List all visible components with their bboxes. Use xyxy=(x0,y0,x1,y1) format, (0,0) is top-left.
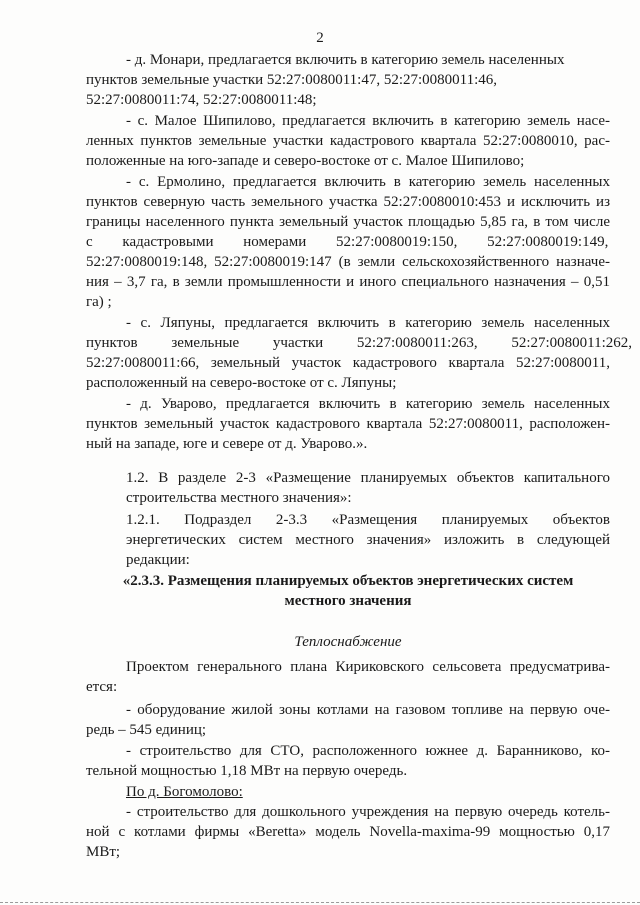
text-line: редь – 545 единиц; xyxy=(86,722,207,738)
text-line: ленных пунктов земельные участки кадастрового квартала 52:27:0080010, рас- xyxy=(86,133,610,149)
text-line: пунктов северную часть земельного участка 52:27:0080010:453 и исключить из xyxy=(86,194,610,210)
text-line: ный на западе, юге и севере от д. Уварово.». xyxy=(86,436,368,452)
text-line: 52:27:0080011:66, земельный участок кадастрового квартала 52:27:0080011, xyxy=(86,355,610,371)
text-line: - д. Монари, предлагается включить в категорию земель населенных xyxy=(126,52,565,68)
text-line: энергетических систем местного значения» изложить в следующей xyxy=(126,532,610,548)
text-line: ной с котлами фирмы «Beretta» модель Novella-maxima-99 мощностью 0,17 xyxy=(86,824,610,840)
text-line: редакции: xyxy=(126,552,190,568)
text-line: строительства местного значения»: xyxy=(126,490,352,506)
text-line: 1.2. В разделе 2-3 «Размещение планируемых объектов капитального xyxy=(126,470,610,486)
text-line: 52:27:0080011:74, 52:27:0080011:48; xyxy=(86,92,317,108)
section-heading: «2.3.3. Размещения планируемых объектов энергетических систем xyxy=(122,573,574,589)
section-heading: местного значения xyxy=(284,593,412,609)
text-line: пунктов земельный участок кадастрового квартала 52:27:0080011, расположен- xyxy=(86,416,610,432)
text-line: Проектом генерального плана Кириковского сельсовета предусматрива- xyxy=(126,659,610,675)
location-heading: По д. Богомолово: xyxy=(126,784,243,800)
text-line: тельной мощностью 1,18 МВт на первую очередь. xyxy=(86,763,408,779)
text-line: ния – 3,7 га, в земли промышленности и иного специального назначения – 0,51 xyxy=(86,274,610,290)
text-line: 1.2.1. Подраздел 2-3.3 «Размещения планируемых объектов xyxy=(126,512,610,528)
text-line: - с. Малое Шипилово, предлагается включить в категорию земель насе- xyxy=(126,113,610,129)
text-line: границы населенного пункта земельный участок площадью 5,85 га, в том числе xyxy=(86,214,610,230)
subsection-heading: Теплоснабжение xyxy=(294,634,402,650)
text-line: ется: xyxy=(86,679,118,695)
text-line: расположенный на северо-востоке от с. Ляпуны; xyxy=(86,375,397,391)
text-line: - д. Уварово, предлагается включить в категорию земель населенных xyxy=(126,396,610,412)
text-line: га) ; xyxy=(86,294,112,310)
scan-edge-line xyxy=(0,902,640,903)
text-line: МВт; xyxy=(86,844,121,860)
text-line: пунктов земельные участки 52:27:0080011:47, 52:27:0080011:46, xyxy=(86,72,498,88)
page-number: 2 xyxy=(316,30,324,46)
text-line: положенные на юго-западе и северо-востоке от с. Малое Шипилово; xyxy=(86,153,525,169)
text-line: - с. Ляпуны, предлагается включить в категорию земель населенных xyxy=(126,315,610,331)
text-line: - строительство для СТО, расположенного южнее д. Баранниково, ко- xyxy=(126,743,610,759)
text-line: - с. Ермолино, предлагается включить в категорию земель населенных xyxy=(126,174,610,190)
text-line: - оборудование жилой зоны котлами на газовом топливе на первую оче- xyxy=(126,702,610,718)
text-line: - строительство для дошкольного учреждения на первую очередь котель- xyxy=(126,804,610,820)
text-line: с кадастровыми номерами 52:27:0080019:150, 52:27:0080019:149, xyxy=(86,234,609,250)
text-line: пунктов земельные участки 52:27:0080011:263, 52:27:0080011:262, xyxy=(86,335,633,351)
text-line: 52:27:0080019:148, 52:27:0080019:147 (в земли сельскохозяйственного назначе- xyxy=(86,254,610,270)
